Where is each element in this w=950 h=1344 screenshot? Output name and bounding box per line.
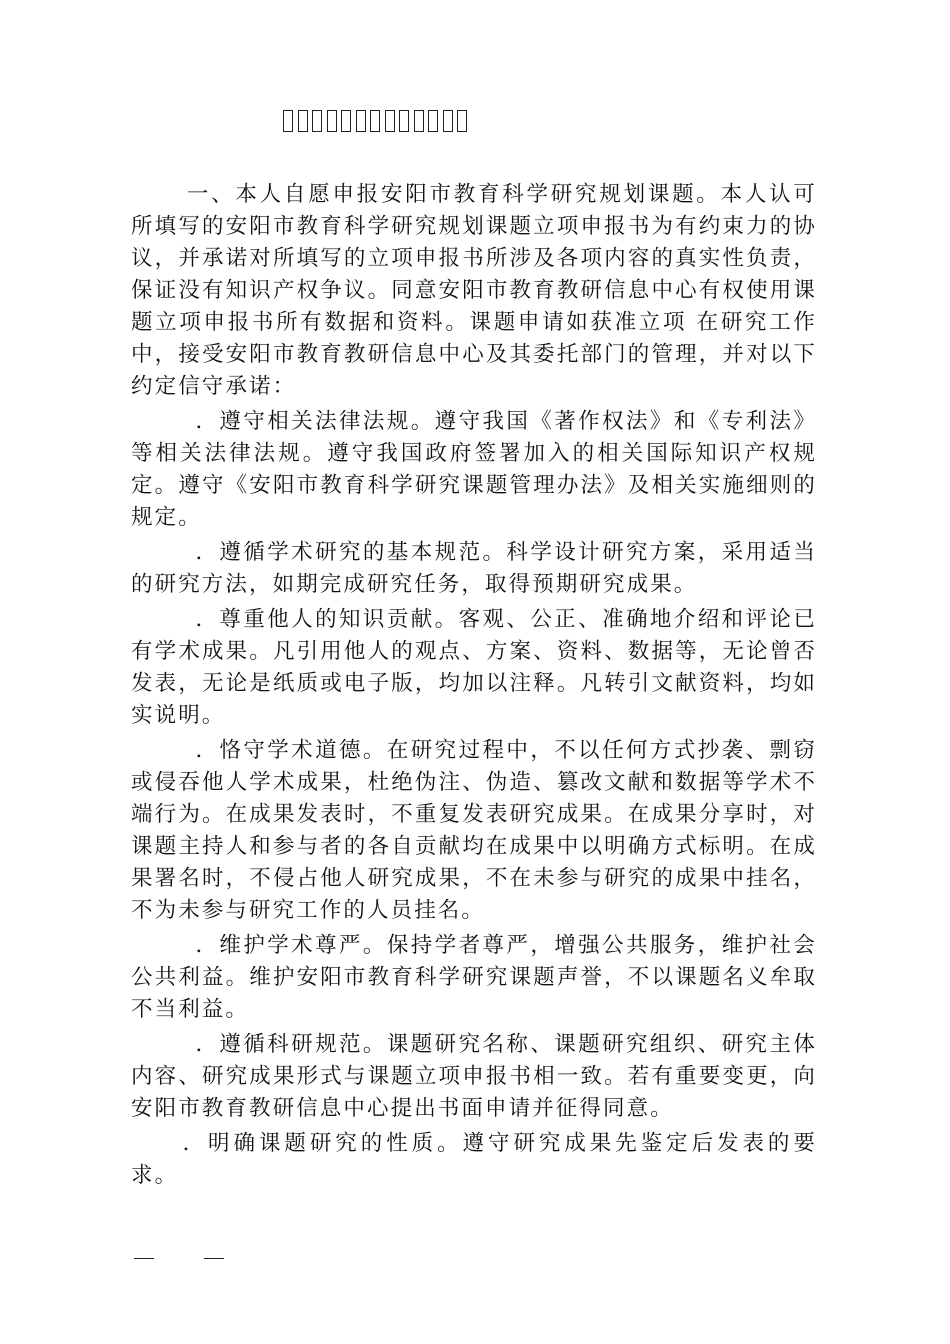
missing-glyph-box [298,110,308,132]
page-footer [134,1254,224,1259]
missing-glyph-box [327,110,337,132]
missing-glyph-box [283,110,293,132]
missing-glyph-box [341,110,351,132]
missing-glyph-box [312,110,322,132]
paragraph-intro: 一、本人自愿申报安阳市教育科学研究规划课题。本人认可所填写的安阳市教育科学研究规划课题立项申报书为有约束力的协议，并承诺对所填写的立项申报书所涉及各项内容的真实性负责，保证没有知识产权争议。同意安阳市教育教研信息中心有权使用课题立项申报书所有数据和资料。课题申请如获准立项 在研究工作中，接受安阳市教育教研信息中心及其委托部门的管理，并对以下约定信守承诺： [131,182,817,399]
missing-glyph-box [356,110,366,132]
missing-glyph-box [399,110,409,132]
document-title [283,104,483,138]
paragraph-item-6: ．遵循科研规范。课题研究名称、课题研究组织、研究主体内容、研究成果形式与课题立项申报书相一致。若有重要变更，向安阳市教育教研信息中心提出书面申请并征得同意。 [131,1032,817,1121]
paragraph-item-2: ．遵循学术研究的基本规范。科学设计研究方案，采用适当的研究方法，如期完成研究任务，取得预期研究成果。 [131,540,817,597]
paragraph-item-4: ．恪守学术道德。在研究过程中，不以任何方式抄袭、剽窃或侵吞他人学术成果，杜绝伪注、伪造、篡改文献和数据等学术不端行为。在成果发表时，不重复发表研究成果。在成果分享时，对课题主持人和参与者的各自贡献均在成果中以明确方式标明。在成果署名时，不侵占他人研究成果，不在未参与研究的成果中挂名，不为未参与研究工作的人员挂名。 [131,738,817,923]
footer-dash-right [204,1258,224,1259]
footer-dash-left [134,1258,154,1259]
missing-glyph-box [443,110,453,132]
document-body [131,179,817,1195]
missing-glyph-box [414,110,424,132]
paragraph-item-1: ．遵守相关法律法规。遵守我国《著作权法》和《专利法》等相关法律法规。遵守我国政府签署加入的相关国际知识产权规定。遵守《安阳市教育科学研究课题管理办法》及相关实施细则的规定。 [131,409,817,530]
missing-glyph-box [385,110,395,132]
paragraph-item-5: ．维护学术尊严。保持学者尊严，增强公共服务，维护社会公共利益。维护安阳市教育科学研究课题声誉，不以课题名义牟取不当利益。 [131,933,817,1022]
missing-glyph-box [428,110,438,132]
paragraph-item-3: ．尊重他人的知识贡献。客观、公正、准确地介绍和评论已有学术成果。凡引用他人的观点、方案、资料、数据等，无论曾否发表，无论是纸质或电子版，均加以注释。凡转引文献资料，均如实说明。 [131,607,817,728]
missing-glyph-box [457,110,467,132]
paragraph-item-7: ．明确课题研究的性质。遵守研究成果先鉴定后发表的要求。 [131,1131,817,1188]
missing-glyph-box [370,110,380,132]
